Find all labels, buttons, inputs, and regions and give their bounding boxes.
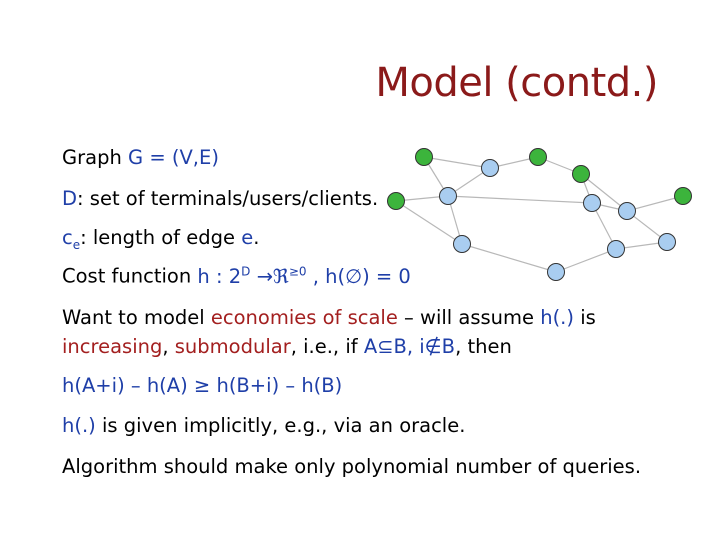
steiner-node [619, 203, 636, 220]
graph-edge [462, 244, 556, 272]
terminal-node [530, 149, 547, 166]
graph-edge [396, 201, 462, 244]
steiner-node [454, 236, 471, 253]
increasing-term: increasing [62, 335, 163, 358]
steiner-node [659, 234, 676, 251]
steiner-node [482, 160, 499, 177]
cost-function-line: Cost function h : $2^D$ →ℜ$^{\ge 0}$ , h(∅) = 0 [62, 264, 411, 288]
edge-cost-variable: $c_e$ [62, 226, 81, 252]
graph-definition-line: Graph G = (V,E) [62, 146, 219, 169]
graph-edge [556, 249, 616, 272]
terminal-node [675, 188, 692, 205]
graph-edge [424, 157, 490, 168]
submodular-inequality: h(A+i) – h(A) ≥ h(B+i) – h(B) [62, 374, 343, 397]
submodularity-condition-line: increasing, submodular, i.e., if A⊆B, i∉B, then [62, 335, 512, 358]
graph-edge [448, 196, 592, 203]
cost-function-signature: h : $2^D$ →ℜ$^{\ge 0}$ , h(∅) = 0 [197, 264, 411, 288]
edge-length-line: $c_e$: length of edge e. [62, 226, 260, 252]
graph-expression: G = (V,E) [128, 146, 219, 169]
steiner-node [440, 188, 457, 205]
terminals-definition-line: D: set of terminals/users/clients. [62, 187, 379, 210]
economies-of-scale-term: economies of scale [210, 306, 398, 329]
terminal-node [388, 193, 405, 210]
algorithm-line: Algorithm should make only polynomial number of queries. [62, 455, 642, 478]
terminal-node [573, 166, 590, 183]
steiner-node [584, 195, 601, 212]
economies-of-scale-line: Want to model economies of scale – will assume h(.) is [62, 306, 596, 329]
slide-title: Model (contd.) [375, 60, 658, 106]
steiner-node [548, 264, 565, 281]
steiner-node [608, 241, 625, 258]
terminal-node [416, 149, 433, 166]
terminals-variable: D [62, 187, 78, 210]
submodular-term: submodular [174, 335, 291, 358]
oracle-line: h(.) is given implicitly, e.g., via an oracle. [62, 414, 466, 437]
